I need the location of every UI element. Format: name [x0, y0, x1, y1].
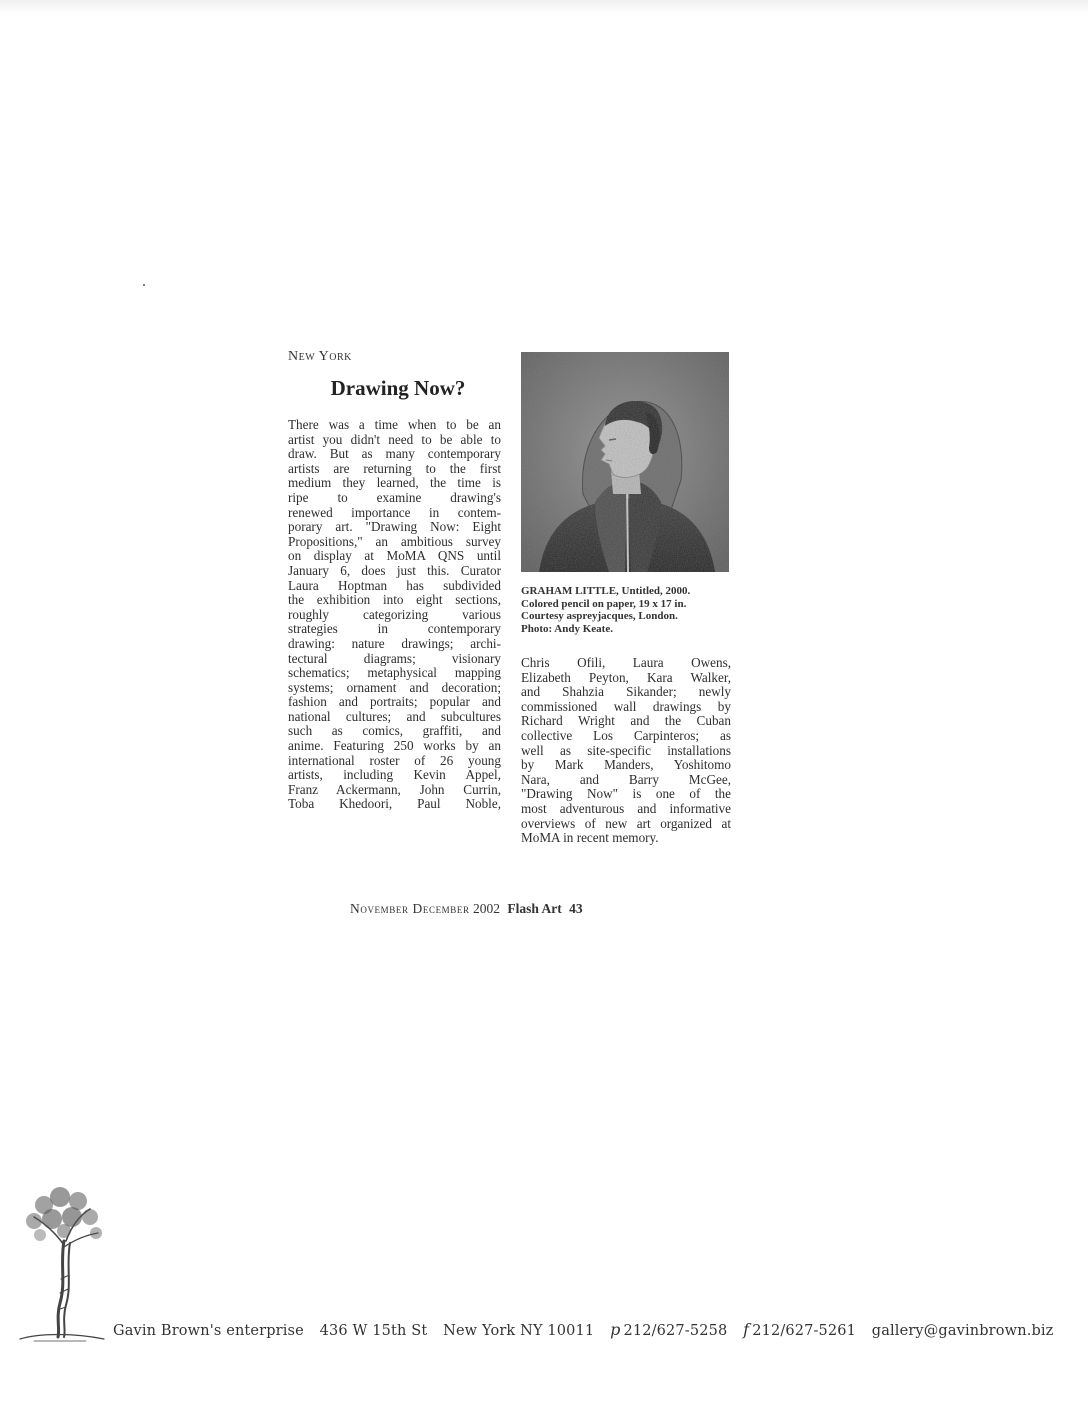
tree-logo-drawing: [14, 1183, 106, 1343]
caption-line: Courtesy aspreyjacques, London.: [521, 610, 678, 623]
body-line: the exhibition into eight sections,: [288, 593, 501, 608]
body-line: Chris Ofili, Laura Owens,: [521, 656, 731, 670]
body-line: collective Los Carpinteros; as: [521, 728, 731, 743]
body-line: Propositions," an ambitious survey: [288, 534, 501, 549]
gallery-city: New York NY 10011: [443, 1323, 595, 1339]
body-line: artist you didn't need to be able to: [288, 432, 501, 447]
body-line: Nara, and Barry McGee,: [521, 772, 731, 787]
body-line: strategies in contemporary: [288, 622, 501, 637]
body-line: well as site-specific installations: [521, 743, 731, 758]
scan-shadow: [0, 0, 1088, 14]
body-line: January 6, does just this. Curator: [288, 563, 501, 578]
gallery-email: gallery@gavinbrown.biz: [871, 1323, 1054, 1339]
scan-speck: [143, 284, 145, 286]
image-caption: [521, 585, 736, 635]
body-line: Richard Wright and the Cuban: [521, 714, 731, 729]
gallery-fax: 212/627-5261: [752, 1323, 857, 1339]
body-line: systems; ornament and decoration;: [288, 680, 501, 695]
body-line: draw. But as many contemporary: [288, 447, 501, 462]
gallery-name: Gavin Brown's enterprise: [113, 1323, 304, 1339]
fax-prefix: f: [743, 1320, 750, 1339]
body-line: Elizabeth Peyton, Kara Walker,: [521, 670, 731, 685]
body-line: drawing: nature drawings; archi-: [288, 636, 501, 651]
body-line: tectural diagrams; visionary: [288, 651, 501, 666]
folio-months: November December: [350, 901, 470, 916]
body-line: on display at MoMA QNS until: [288, 549, 501, 564]
gallery-footer: [113, 1320, 1064, 1339]
body-line: schematics; metaphysical mapping: [288, 666, 501, 681]
body-line: overviews of new art organized at: [521, 816, 731, 831]
body-line: by Mark Manders, Yoshitomo: [521, 758, 731, 773]
body-line: anime. Featuring 250 works by an: [288, 739, 501, 754]
article-title: Drawing Now?: [330, 376, 466, 400]
body-line: artists, including Kevin Appel,: [288, 768, 501, 783]
gallery-address: 436 W 15th St: [319, 1323, 428, 1339]
body-line: such as comics, graffiti, and: [288, 724, 501, 739]
body-line: international roster of 26 young: [288, 753, 501, 768]
body-line: MoMA in recent memory.: [521, 831, 659, 846]
article-body-left-column: [288, 418, 501, 812]
folio-magazine: Flash Art: [507, 901, 562, 916]
body-line: national cultures; and subcultures: [288, 709, 501, 724]
body-line: commissioned wall drawings by: [521, 699, 731, 714]
body-line: There was a time when to be an: [288, 418, 501, 432]
body-line: artists are returning to the first: [288, 461, 501, 476]
folio-page-number: 43: [569, 901, 583, 916]
tree-logo-icon: [14, 1183, 106, 1343]
body-line: Laura Hoptman has subdivided: [288, 578, 501, 593]
caption-line: Photo: Andy Keate.: [521, 622, 613, 635]
body-line: renewed importance in contem-: [288, 505, 501, 520]
body-line: "Drawing Now" is one of the: [521, 787, 731, 802]
body-line: medium they learned, the time is: [288, 476, 501, 491]
page-folio: [350, 901, 583, 917]
section-label: New York: [288, 349, 352, 364]
body-line: porary art. "Drawing Now: Eight: [288, 520, 501, 535]
phone-prefix: p: [610, 1320, 621, 1339]
gallery-phone: 212/627-5258: [623, 1323, 728, 1339]
body-line: Franz Ackermann, John Currin,: [288, 782, 501, 797]
body-line: roughly categorizing various: [288, 607, 501, 622]
caption-line: Colored pencil on paper, 19 x 17 in.: [521, 597, 687, 610]
article-body-right-column: [521, 656, 731, 846]
body-line: Toba Khedoori, Paul Noble,: [288, 797, 501, 812]
body-line: fashion and portraits; popular and: [288, 695, 501, 710]
body-line: and Shahzia Sikander; newly: [521, 685, 731, 700]
caption-line: GRAHAM LITTLE, Untitled, 2000.: [521, 585, 691, 597]
portrait-drawing-icon: [521, 352, 729, 572]
folio-year: 2002: [472, 901, 500, 916]
body-line: most adventurous and informative: [521, 801, 731, 816]
body-line: ripe to examine drawing's: [288, 490, 501, 505]
artwork-image: [521, 352, 729, 572]
